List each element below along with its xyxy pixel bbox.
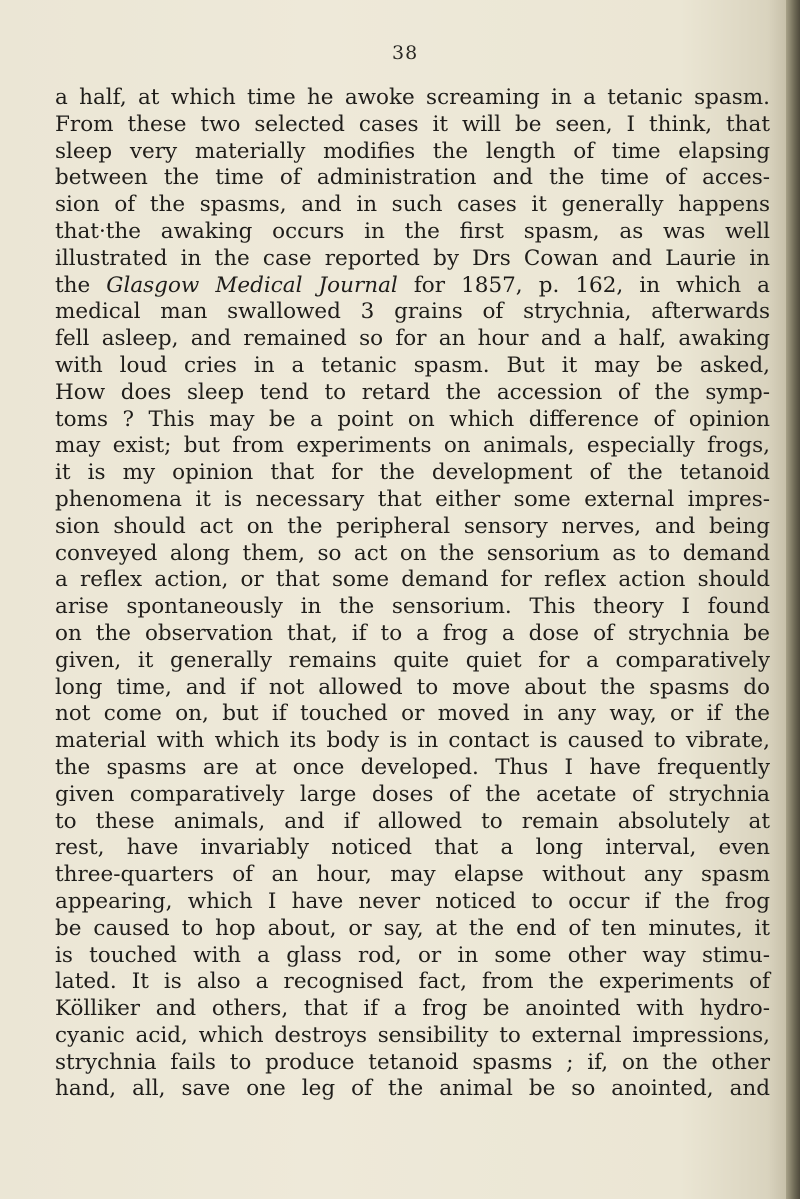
text-line: conveyed along them, so act on the sensorium as to demand bbox=[55, 540, 770, 566]
text-line: medical man swallowed 3 grains of strychnia, afterwards bbox=[55, 299, 770, 325]
body-text bbox=[55, 85, 770, 1103]
text-line: Kölliker and others, that if a frog be anointed with hydro- bbox=[55, 996, 770, 1022]
text-line: material with which its body is in contact is caused to vibrate, bbox=[55, 728, 770, 754]
text-line: From these two selected cases it will be seen, I think, that bbox=[55, 111, 770, 137]
text-line: given comparatively large doses of the acetate of strychnia bbox=[55, 781, 770, 807]
text-line: cyanic acid, which destroys sensibility to external impressions, bbox=[55, 1022, 770, 1048]
text-line: with loud cries in a tetanic spasm. But it may be asked, bbox=[55, 352, 770, 378]
text-line: to these animals, and if allowed to remain absolutely at bbox=[55, 808, 770, 834]
text-line: toms ? This may be a point on which difference of opinion bbox=[55, 406, 770, 432]
text-line: given, it generally remains quite quiet for a comparatively bbox=[55, 647, 770, 673]
text-line: lated. It is also a recognised fact, from the experiments of bbox=[55, 969, 770, 995]
text-line: be caused to hop about, or say, at the end of ten minutes, it bbox=[55, 915, 770, 941]
text-line: that·the awaking occurs in the first spasm, as was well bbox=[55, 218, 770, 244]
text-line: sion of the spasms, and in such cases it generally happens bbox=[55, 192, 770, 218]
text-line: sleep very materially modifies the length of time elapsing bbox=[55, 138, 770, 164]
text-line: How does sleep tend to retard the accession of the symp- bbox=[55, 379, 770, 405]
text-line: rest, have invariably noticed that a long interval, even bbox=[55, 835, 770, 861]
text-line: a reflex action, or that some demand for reflex action should bbox=[55, 567, 770, 593]
italic-title: Glasgow Medical Journal bbox=[106, 272, 398, 298]
text-line: it is my opinion that for the development of the tetanoid bbox=[55, 460, 770, 486]
text-line: may exist; but from experiments on animals, especially frogs, bbox=[55, 433, 770, 459]
text-line: phenomena it is necessary that either some external impres- bbox=[55, 486, 770, 512]
text-line: a half, at which time he awoke screaming in a tetanic spasm. bbox=[55, 85, 770, 110]
text-line: appearing, which I have never noticed to occur if the frog bbox=[55, 888, 770, 914]
text-line: illustrated in the case reported by Drs Cowan and Laurie in bbox=[55, 245, 770, 271]
text-line: on the observation that, if to a frog a dose of strychnia be bbox=[55, 620, 770, 646]
text-line: hand, all, save one leg of the animal be so anointed, and bbox=[55, 1076, 770, 1102]
text-line: the Glasgow Medical Journal for 1857, p. 162, in which a bbox=[55, 272, 771, 298]
text-line: fell asleep, and remained so for an hour and a half, awaking bbox=[55, 326, 770, 352]
text-line: long time, and if not allowed to move about the spasms do bbox=[55, 674, 770, 700]
page-number: 38 bbox=[392, 42, 419, 64]
text-line: is touched with a glass rod, or in some other way stimu- bbox=[55, 942, 770, 968]
text-line: arise spontaneously in the sensorium. This theory I found bbox=[55, 594, 770, 620]
text-line: sion should act on the peripheral sensory nerves, and being bbox=[55, 513, 770, 539]
text-line: not come on, but if touched or moved in any way, or if the bbox=[55, 701, 770, 727]
text-line: three-quarters of an hour, may elapse without any spasm bbox=[55, 862, 770, 888]
text-line: the spasms are at once developed. Thus I have frequently bbox=[55, 754, 770, 780]
text-line: between the time of administration and the time of acces- bbox=[55, 165, 770, 191]
page-gutter-shadow bbox=[786, 0, 800, 1199]
text-line: strychnia fails to produce tetanoid spasms ; if, on the other bbox=[55, 1049, 770, 1075]
